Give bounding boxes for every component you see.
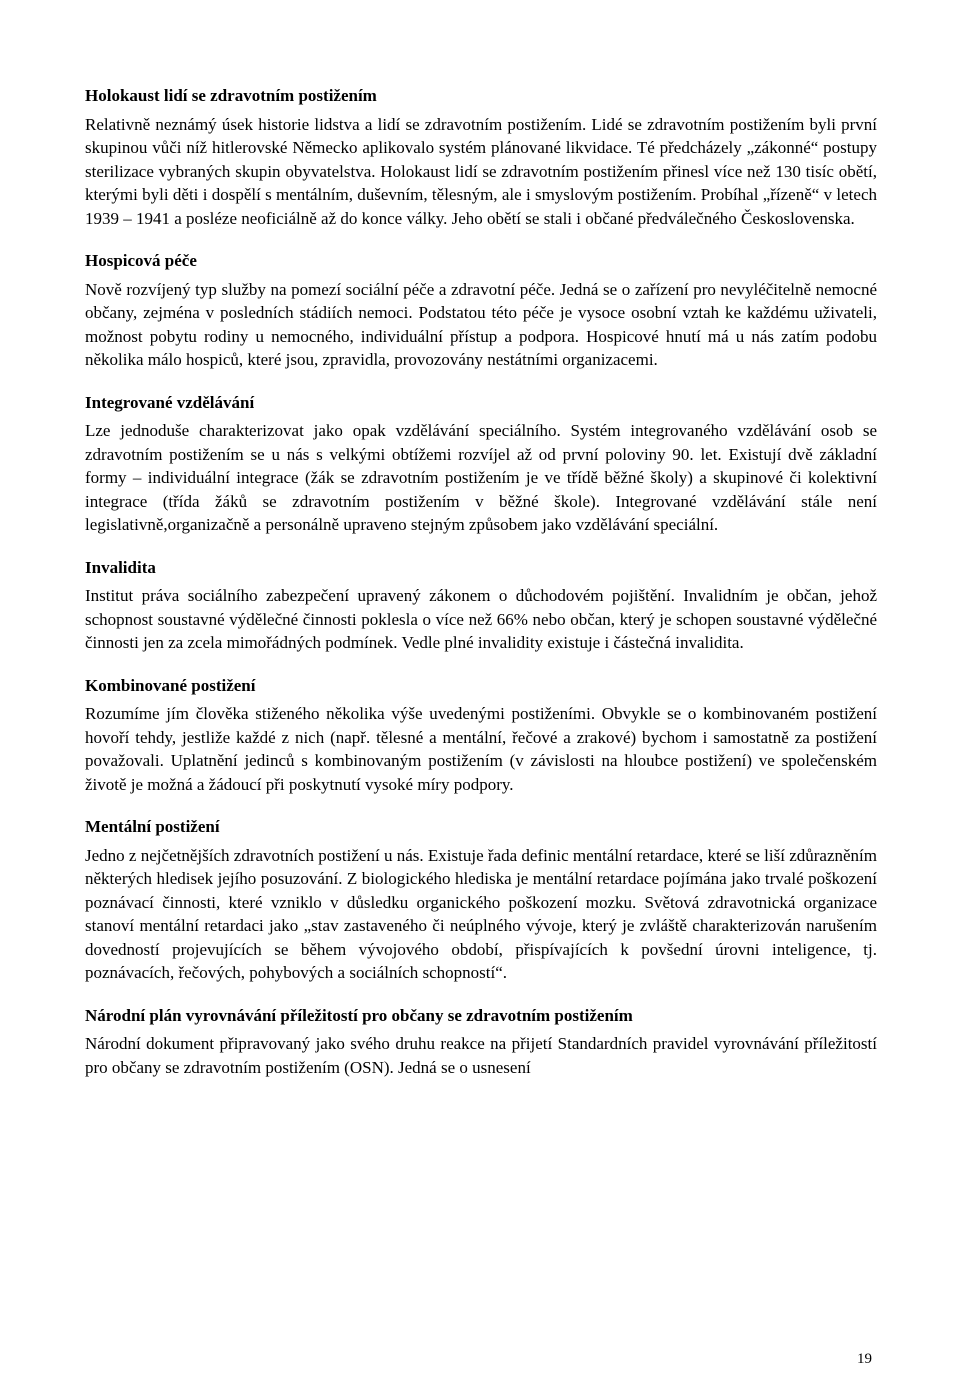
section-paragraph: Relativně neznámý úsek historie lidstva a lidí se zdravotním postižením. Lidé se zdravotním postižením byli první skupinou vůči níž hitlerovské Německo aplikovalo systém plánované likvidace. Té předcházely „zákonné“ postupy sterilizace vybraných skupin obyvatelstva. Holokaust lidí se zdravotním postižením přinesl více než 130 tisíc obětí, kterými byli děti i dospělí s mentálním, duševním, tělesným, ale i smyslovým postižením. Probíhal „řízeně“ v letech 1939 – 1941 a posléze neoficiálně až do konce války. Jeho obětí se stali i občané předválečného Československa. bbox=[85, 114, 877, 228]
section-heading: Mentální postižení bbox=[85, 817, 220, 836]
section-holokaust bbox=[85, 84, 877, 230]
section-heading: Hospicová péče bbox=[85, 251, 197, 270]
section-kombinovane-postizeni bbox=[85, 674, 877, 797]
section-paragraph: Jedno z nejčetnějších zdravotních postižení u nás. Existuje řada definic mentální retardace, které se liší zdůrazněním některých hledisek jejího posuzování. Z biologického hlediska je mentální retardace pojímána jako trvalé poškození poznávací činnosti, které vzniklo v důsledku organického poškození mozku. Světová zdravotnická organizace stanoví mentální retardaci jako „stav zastaveného či neúplného vývoje, který je zvláště charakterizován narušením dovedností projevujících se během vývojového období, přispívajících k povšední úrovni inteligence, tj. poznávacích, řečových, pohybových a sociálních schopností“. bbox=[85, 845, 877, 982]
section-heading: Integrované vzdělávání bbox=[85, 392, 255, 412]
section-integrovane-vzdelavani bbox=[85, 391, 877, 537]
section-narodni-plan bbox=[85, 1004, 877, 1080]
section-paragraph: Lze jednoduše charakterizovat jako opak vzdělávání speciálního. Systém integrovaného vzdělávání osob se zdravotním postižením se u nás s velkými obtížemi rozvíjel až od první poloviny 90. let. Existují dvě základní formy – individuální integrace (žák se zdravotním postižením je ve třídě běžné školy) a skupinové či kolektivní integrace (třída žáků se zdravotním postižením v běžné škole). Integrované vzdělávání stále není legislativně,organizačně a personálně upraveno stejným způsobem jako vzdělávání speciální. bbox=[85, 421, 877, 534]
section-paragraph: Národní dokument připravovaný jako svého druhu reakce na přijetí Standardních pravidel vyrovnávání příležitostí pro občany se zdravotním postižením (OSN). Jedná se o usnesení bbox=[85, 1034, 877, 1077]
section-paragraph: Institut práva sociálního zabezpečení upravený zákonem o důchodovém pojištění. Invalidním je občan, jehož schopnost soustavné výdělečné činnosti poklesla o více než 66% nebo občan, který je schopen soustavné výdělečné činnosti jen za zcela mimořádných podmínek. Vedle plné invalidity existuje i částečná invalidita. bbox=[85, 586, 877, 652]
page-number: 19 bbox=[857, 1351, 872, 1367]
section-hospicova-pece bbox=[85, 249, 877, 372]
section-heading: Kombinované postižení bbox=[85, 675, 256, 695]
section-heading: Holokaust lidí se zdravotním postižením bbox=[85, 86, 377, 105]
section-heading: Invalidita bbox=[85, 557, 156, 577]
section-invalidita bbox=[85, 556, 877, 655]
section-paragraph: Rozumíme jím člověka stiženého několika výše uvedenými postiženími. Obvykle se o kombinovaném postižení hovoří tehdy, jestliže každé z nich (např. tělesné a mentální, řečové a zrakové) bychom i samostatně za postižení považovali. Uplatnění jedinců s kombinovaným postižením (v závislosti na hloubce postižení) ve společenském životě je možná a žádoucí při poskytnutí vysoké míry podpory. bbox=[85, 704, 877, 794]
section-paragraph: Nově rozvíjený typ služby na pomezí sociální péče a zdravotní péče. Jedná se o zařízení pro nevyléčitelně nemocné občany, zejména v posledních stádiích nemoci. Podstatou této péče je vysoce osobní vztah ke každému uživateli, možnost pobytu rodiny u nemocného, individuální přístup a podpora. Hospicové hnutí má u nás zatím podobu několika málo hospiců, které jsou, zpravidla, provozovány nestátními organizacemi. bbox=[85, 279, 877, 369]
section-mentalni-postizeni bbox=[85, 815, 877, 985]
section-heading: Národní plán vyrovnávání příležitostí pro občany se zdravotním postižením bbox=[85, 1005, 633, 1025]
document-page bbox=[85, 84, 877, 1079]
